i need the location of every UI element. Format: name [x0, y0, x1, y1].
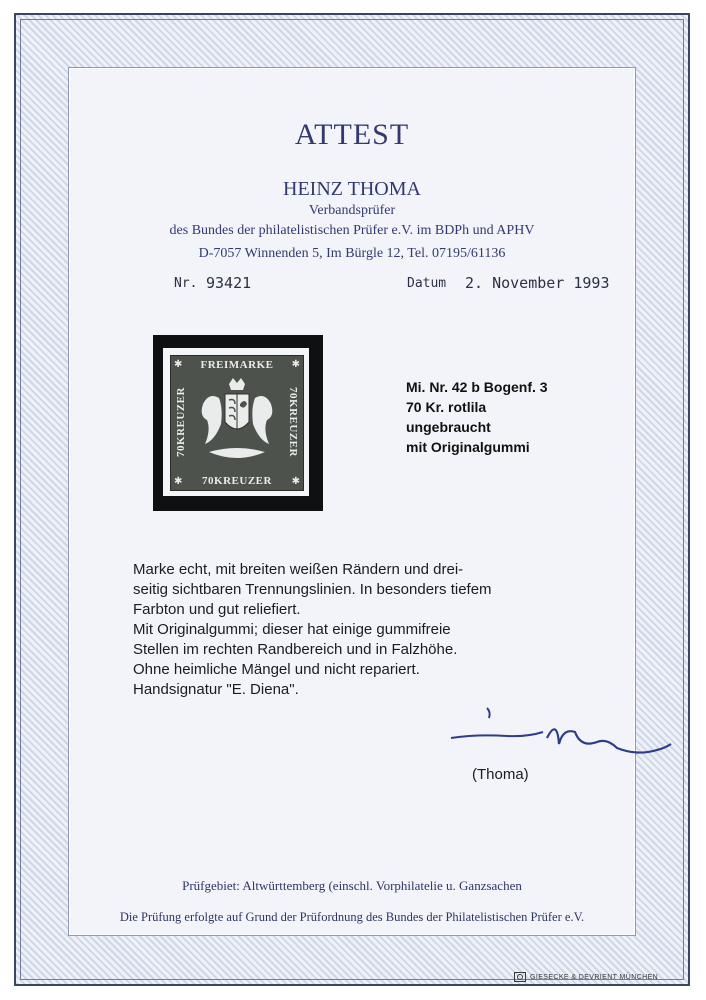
certificate-body	[133, 560, 633, 700]
corner-star-icon: ✱	[291, 476, 300, 487]
stamp-photo	[153, 335, 323, 511]
signer-name: (Thoma)	[472, 766, 529, 783]
body-line: Handsignatur "E. Diena".	[133, 681, 299, 698]
stamp-value-color: 70 Kr. rotlila	[406, 399, 487, 415]
certificate-title: ATTEST	[294, 118, 410, 151]
certificate-border	[14, 13, 690, 986]
certificate-date: 2. November 1993	[465, 274, 610, 292]
stamp-right-text: 70KREUZER	[287, 387, 299, 457]
corner-star-icon: ✱	[291, 359, 300, 370]
corner-star-icon: ✱	[174, 359, 183, 370]
body-line: Mit Originalgummi; dieser hat einige gummifreie	[133, 621, 451, 638]
stamp-bottom-text: 70KREUZER	[202, 475, 272, 487]
corner-star-icon: ✱	[174, 476, 183, 487]
stamp-margin	[163, 348, 309, 496]
body-line: seitig sichtbaren Trennungslinien. In besonders tiefem	[133, 581, 492, 598]
certificate-panel	[68, 67, 636, 936]
examination-rules: Die Prüfung erfolgte auf Grund der Prüfordnung des Bundes der Philatelistischen Prüfer e.V.	[119, 910, 585, 924]
examination-scope: Prüfgebiet: Altwürttemberg (einschl. Vorphilatelie u. Ganzsachen	[182, 878, 522, 893]
body-line: Farbton und gut reliefiert.	[133, 601, 301, 618]
certificate-number: 93421	[206, 274, 252, 292]
examiner-role: Verbandsprüfer	[308, 203, 396, 218]
stamp-image	[170, 355, 304, 491]
coat-of-arms-icon	[189, 374, 285, 472]
body-line: Stellen im rechten Randbereich und in Falzhöhe.	[133, 641, 458, 658]
examiner-name: HEINZ THOMA	[283, 178, 421, 200]
printer-logo-icon	[514, 972, 526, 982]
gum-text: mit Originalgummi	[406, 439, 530, 455]
printer-imprint: GIESECKE & DEVRIENT MÜNCHEN	[530, 974, 659, 981]
catalogue-number: Mi. Nr. 42 b Bogenf. 3	[406, 379, 548, 395]
date-label: Datum	[407, 276, 447, 291]
stamp-top-text: FREIMARKE	[200, 359, 274, 371]
handwritten-signature	[447, 698, 677, 768]
condition-text: ungebraucht	[406, 419, 491, 435]
stamp-left-text: 70KREUZER	[175, 387, 187, 457]
body-line: Marke echt, mit breiten weißen Rändern und drei-	[133, 561, 464, 578]
body-line: Ohne heimliche Mängel und nicht repariert.	[133, 661, 420, 678]
association-line: des Bundes der philatelistischen Prüfer e.V. im BDPh und APHV	[169, 223, 535, 238]
number-label: Nr.	[174, 276, 198, 291]
address-line: D-7057 Winnenden 5, Im Bürgle 12, Tel. 07195/61136	[198, 246, 506, 261]
